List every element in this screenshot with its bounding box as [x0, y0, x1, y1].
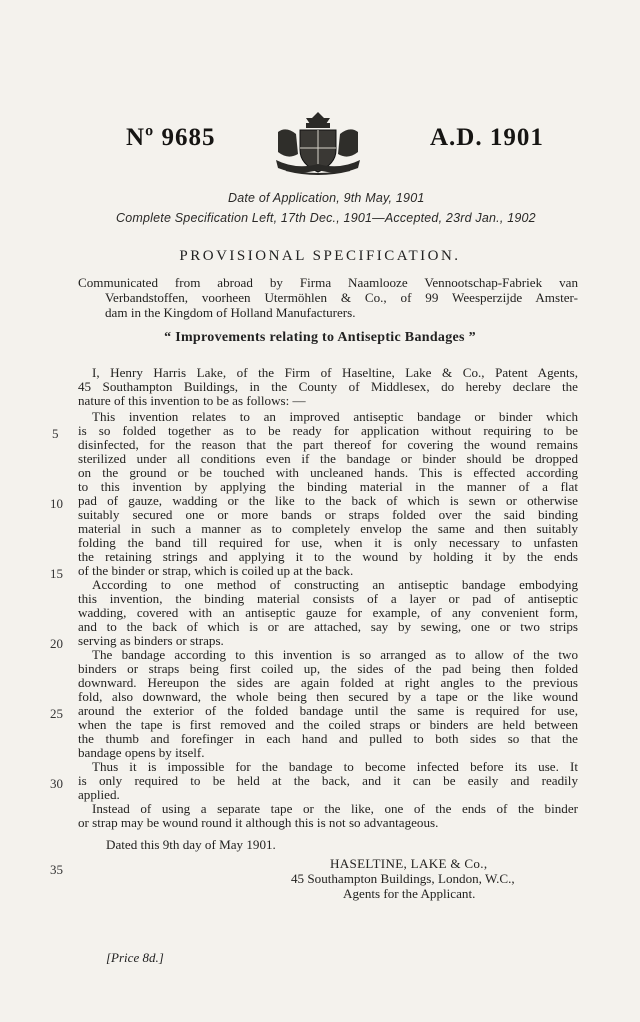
body-line: around the exterior of the folded bandage until the same is required for use, — [78, 703, 578, 718]
body-line: disinfected, for the reason that the part thereof for covering the wound remains — [78, 437, 578, 452]
communicated-line: Verbandstoffen, voorheen Utermöhlen & Co., of 99 Weesperzijde Amster- — [105, 290, 578, 305]
royal-crest-emblem — [272, 110, 364, 178]
margin-line-number: 15 — [50, 566, 63, 581]
body-line: when the tape is first removed and the coiled straps or binders are held between — [78, 717, 578, 732]
agent-role: Agents for the Applicant. — [343, 886, 476, 901]
body-line: This invention relates to an improved antiseptic bandage or binder which — [92, 409, 578, 424]
body-line: and to the back of which is or are attached, say by sewing, one or two strips — [78, 619, 578, 634]
complete-spec-date: Complete Specification Left, 17th Dec., 1901—Accepted, 23rd Jan., 1902 — [116, 211, 536, 225]
margin-line-number: 35 — [50, 862, 63, 877]
body-line: sterilized under all conditions even if the bandage or binder should be dropped — [78, 451, 578, 466]
body-line: applied. — [78, 787, 120, 802]
body-line: the retaining strings and applying it to the wound by holding it by the ends — [78, 549, 578, 564]
intro-line: I, Henry Harris Lake, of the Firm of Haseltine, Lake & Co., Patent Agents, — [92, 365, 578, 380]
body-line: Thus it is impossible for the bandage to become infected before its use. It — [92, 759, 578, 774]
body-line: of the binder or strap, which is coiled up at the back. — [78, 563, 354, 578]
invention-title: “ Improvements relating to Antiseptic Bandages ” — [164, 330, 476, 345]
communicated-line: dam in the Kingdom of Holland Manufacturers. — [105, 305, 356, 320]
margin-line-number: 20 — [50, 636, 63, 651]
body-line: on the ground or be touched with uncleaned hands. This is effected according — [78, 465, 578, 480]
intro-line: nature of this invention to be as follows: — — [78, 393, 306, 408]
body-line: The bandage according to this invention is so arranged as to allow of the two — [92, 647, 578, 662]
margin-line-number: 25 — [50, 706, 63, 721]
body-line: fold, also downward, the whole being then secured by a tape or the like wound — [78, 689, 578, 704]
intro-line: 45 Southampton Buildings, in the County of Middlesex, do hereby declare the — [78, 379, 578, 394]
agent-name: HASELTINE, LAKE & Co., — [330, 856, 488, 871]
body-line: According to one method of constructing an antiseptic bandage embodying — [92, 577, 578, 592]
body-line: this invention, the binding material consists of a layer or pad of antiseptic — [78, 591, 578, 606]
body-line: material in such a manner as to completely envelop the same and then suitably — [78, 521, 578, 536]
body-line: downward. Hereupon the sides are again folded at right angles to the previous — [78, 675, 578, 690]
agent-address: 45 Southampton Buildings, London, W.C., — [291, 871, 515, 886]
body-line: wadding, covered with an antiseptic gauze for example, of any convenient form, — [78, 605, 578, 620]
body-line: serving as binders or straps. — [78, 633, 224, 648]
body-line: is so folded together as to be ready for application without requiring to be — [78, 423, 578, 438]
spec-title: PROVISIONAL SPECIFICATION. — [179, 248, 461, 264]
price-label: [Price 8d.] — [106, 950, 164, 965]
body-line: to this invention by applying the binding material in the manner of a flat — [78, 479, 578, 494]
body-line: the thumb and forefinger in each hand and pulled to both sides so that the — [78, 731, 578, 746]
body-line: binders or straps being first coiled up, the sides of the pad being then folded — [78, 661, 578, 676]
body-line: is only required to be held at the back, and it can be easily and readily — [78, 773, 578, 788]
body-line: bandage opens by itself. — [78, 745, 205, 760]
body-line: pad of gauze, wadding or the like to the back of which is sewn or otherwise — [78, 493, 578, 508]
application-date: Date of Application, 9th May, 1901 — [228, 191, 425, 205]
margin-line-number: 5 — [52, 426, 59, 441]
crest-icon — [272, 110, 364, 178]
margin-line-number: 30 — [50, 776, 63, 791]
body-line: or strap may be wound round it although this is not so advantageous. — [78, 815, 439, 830]
margin-line-number: 10 — [50, 496, 63, 511]
dated-line: Dated this 9th day of May 1901. — [106, 837, 276, 852]
patent-year: A.D. 1901 — [430, 124, 544, 151]
body-line: Instead of using a separate tape or the like, one of the ends of the binder — [92, 801, 578, 816]
patent-number: Nº 9685 — [126, 124, 216, 151]
body-line: suitably secured one or more bands or straps folded over the said binding — [78, 507, 578, 522]
communicated-line: Communicated from abroad by Firma Naamlooze Vennootschap-Fabriek van — [78, 275, 578, 290]
body-line: folding the band till required for use, when it is only necessary to unfasten — [78, 535, 578, 550]
